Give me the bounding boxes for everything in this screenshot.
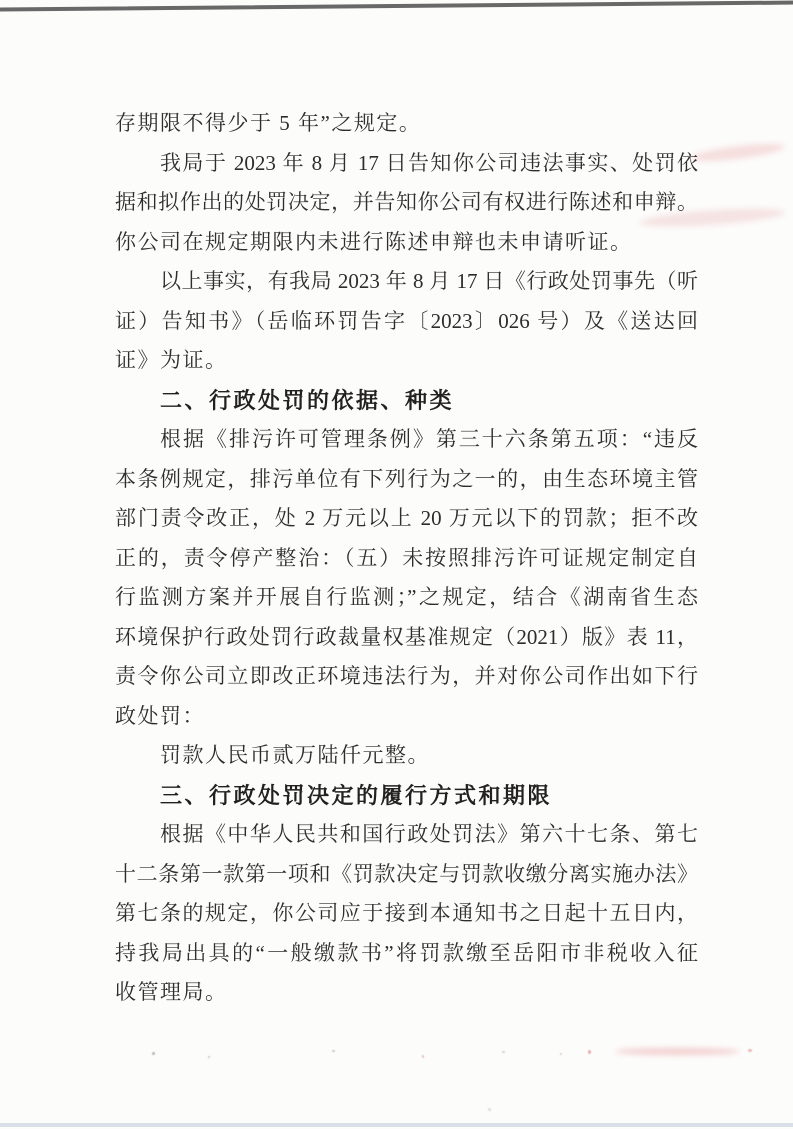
penalty-amount-line: 罚款人民币贰万陆仟元整。	[160, 743, 430, 767]
text-line: 证）告知书》（岳临环罚告字〔2023〕026 号）及《送达回	[115, 308, 698, 333]
text-line: 以上事实，有我局 2023 年 8 月 17 日《行政处罚事先（听	[160, 269, 698, 293]
scan-speck	[502, 1051, 505, 1053]
text-line: 部门责令改正，处 2 万元以上 20 万元以下的罚款；拒不改	[115, 506, 698, 530]
section-heading-2: 二、行政处罚的依据、种类	[160, 387, 455, 413]
text-line: 政处罚：	[115, 703, 205, 728]
scan-bottom-edge-line	[0, 1123, 793, 1127]
section-heading-3: 三、行政处罚决定的履行方式和期限	[160, 782, 553, 808]
text-line: 十二条第一款第一项和《罚款决定与罚款收缴分离实施办法》	[115, 861, 698, 886]
text-line: 收管理局。	[115, 980, 228, 1004]
text-line: 责令你公司立即改正环境违法行为，并对你公司作出如下行	[115, 664, 698, 688]
text-line: 行监测方案并开展自行监测；”之规定，结合《湖南省生态	[115, 585, 698, 609]
text-line: 据和拟作出的处罚决定，并告知你公司有权进行陈述和申辩。	[115, 190, 698, 214]
text-line: 我局于 2023 年 8 月 17 日告知你公司违法事实、处罚依	[160, 150, 698, 175]
text-line: 正的，责令停产整治：（五）未按照排污许可证规定制定自	[115, 545, 698, 570]
scan-speck	[152, 1052, 155, 1055]
text-line: 第七条的规定，你公司应于接到本通知书之日起十五日内，	[115, 901, 698, 925]
scan-speck	[332, 1050, 335, 1052]
scan-speck	[208, 1056, 210, 1058]
scan-pink-smudge	[615, 1048, 740, 1055]
scan-speck	[560, 1053, 562, 1055]
text-line: 根据《中华人民共和国行政处罚法》第六十七条、第七	[160, 822, 698, 846]
text-line: 本条例规定，排污单位有下列行为之一的，由生态环境主管	[115, 466, 698, 491]
text-line: 根据《排污许可管理条例》第三十六条第五项：“违反	[160, 427, 698, 451]
scan-pink-smudge	[690, 140, 786, 164]
text-line: 持我局出具的“一般缴款书”将罚款缴至岳阳市非税收入征	[115, 940, 698, 965]
document-body	[115, 104, 698, 1013]
text-line: 存期限不得少于 5 年”之规定。	[115, 111, 422, 135]
text-line: 环境保护行政处罚行政裁量权基准规定（2021）版》表 11，	[115, 624, 698, 649]
text-line: 证》为证。	[115, 348, 228, 372]
scan-speck	[422, 1055, 424, 1058]
text-line: 你公司在规定期限内未进行陈述申辩也未申请听证。	[115, 229, 633, 254]
scan-speck	[588, 1050, 591, 1054]
scan-speck	[488, 1108, 491, 1111]
scan-speck	[748, 1049, 752, 1052]
scan-top-edge-line	[0, 1, 793, 12]
